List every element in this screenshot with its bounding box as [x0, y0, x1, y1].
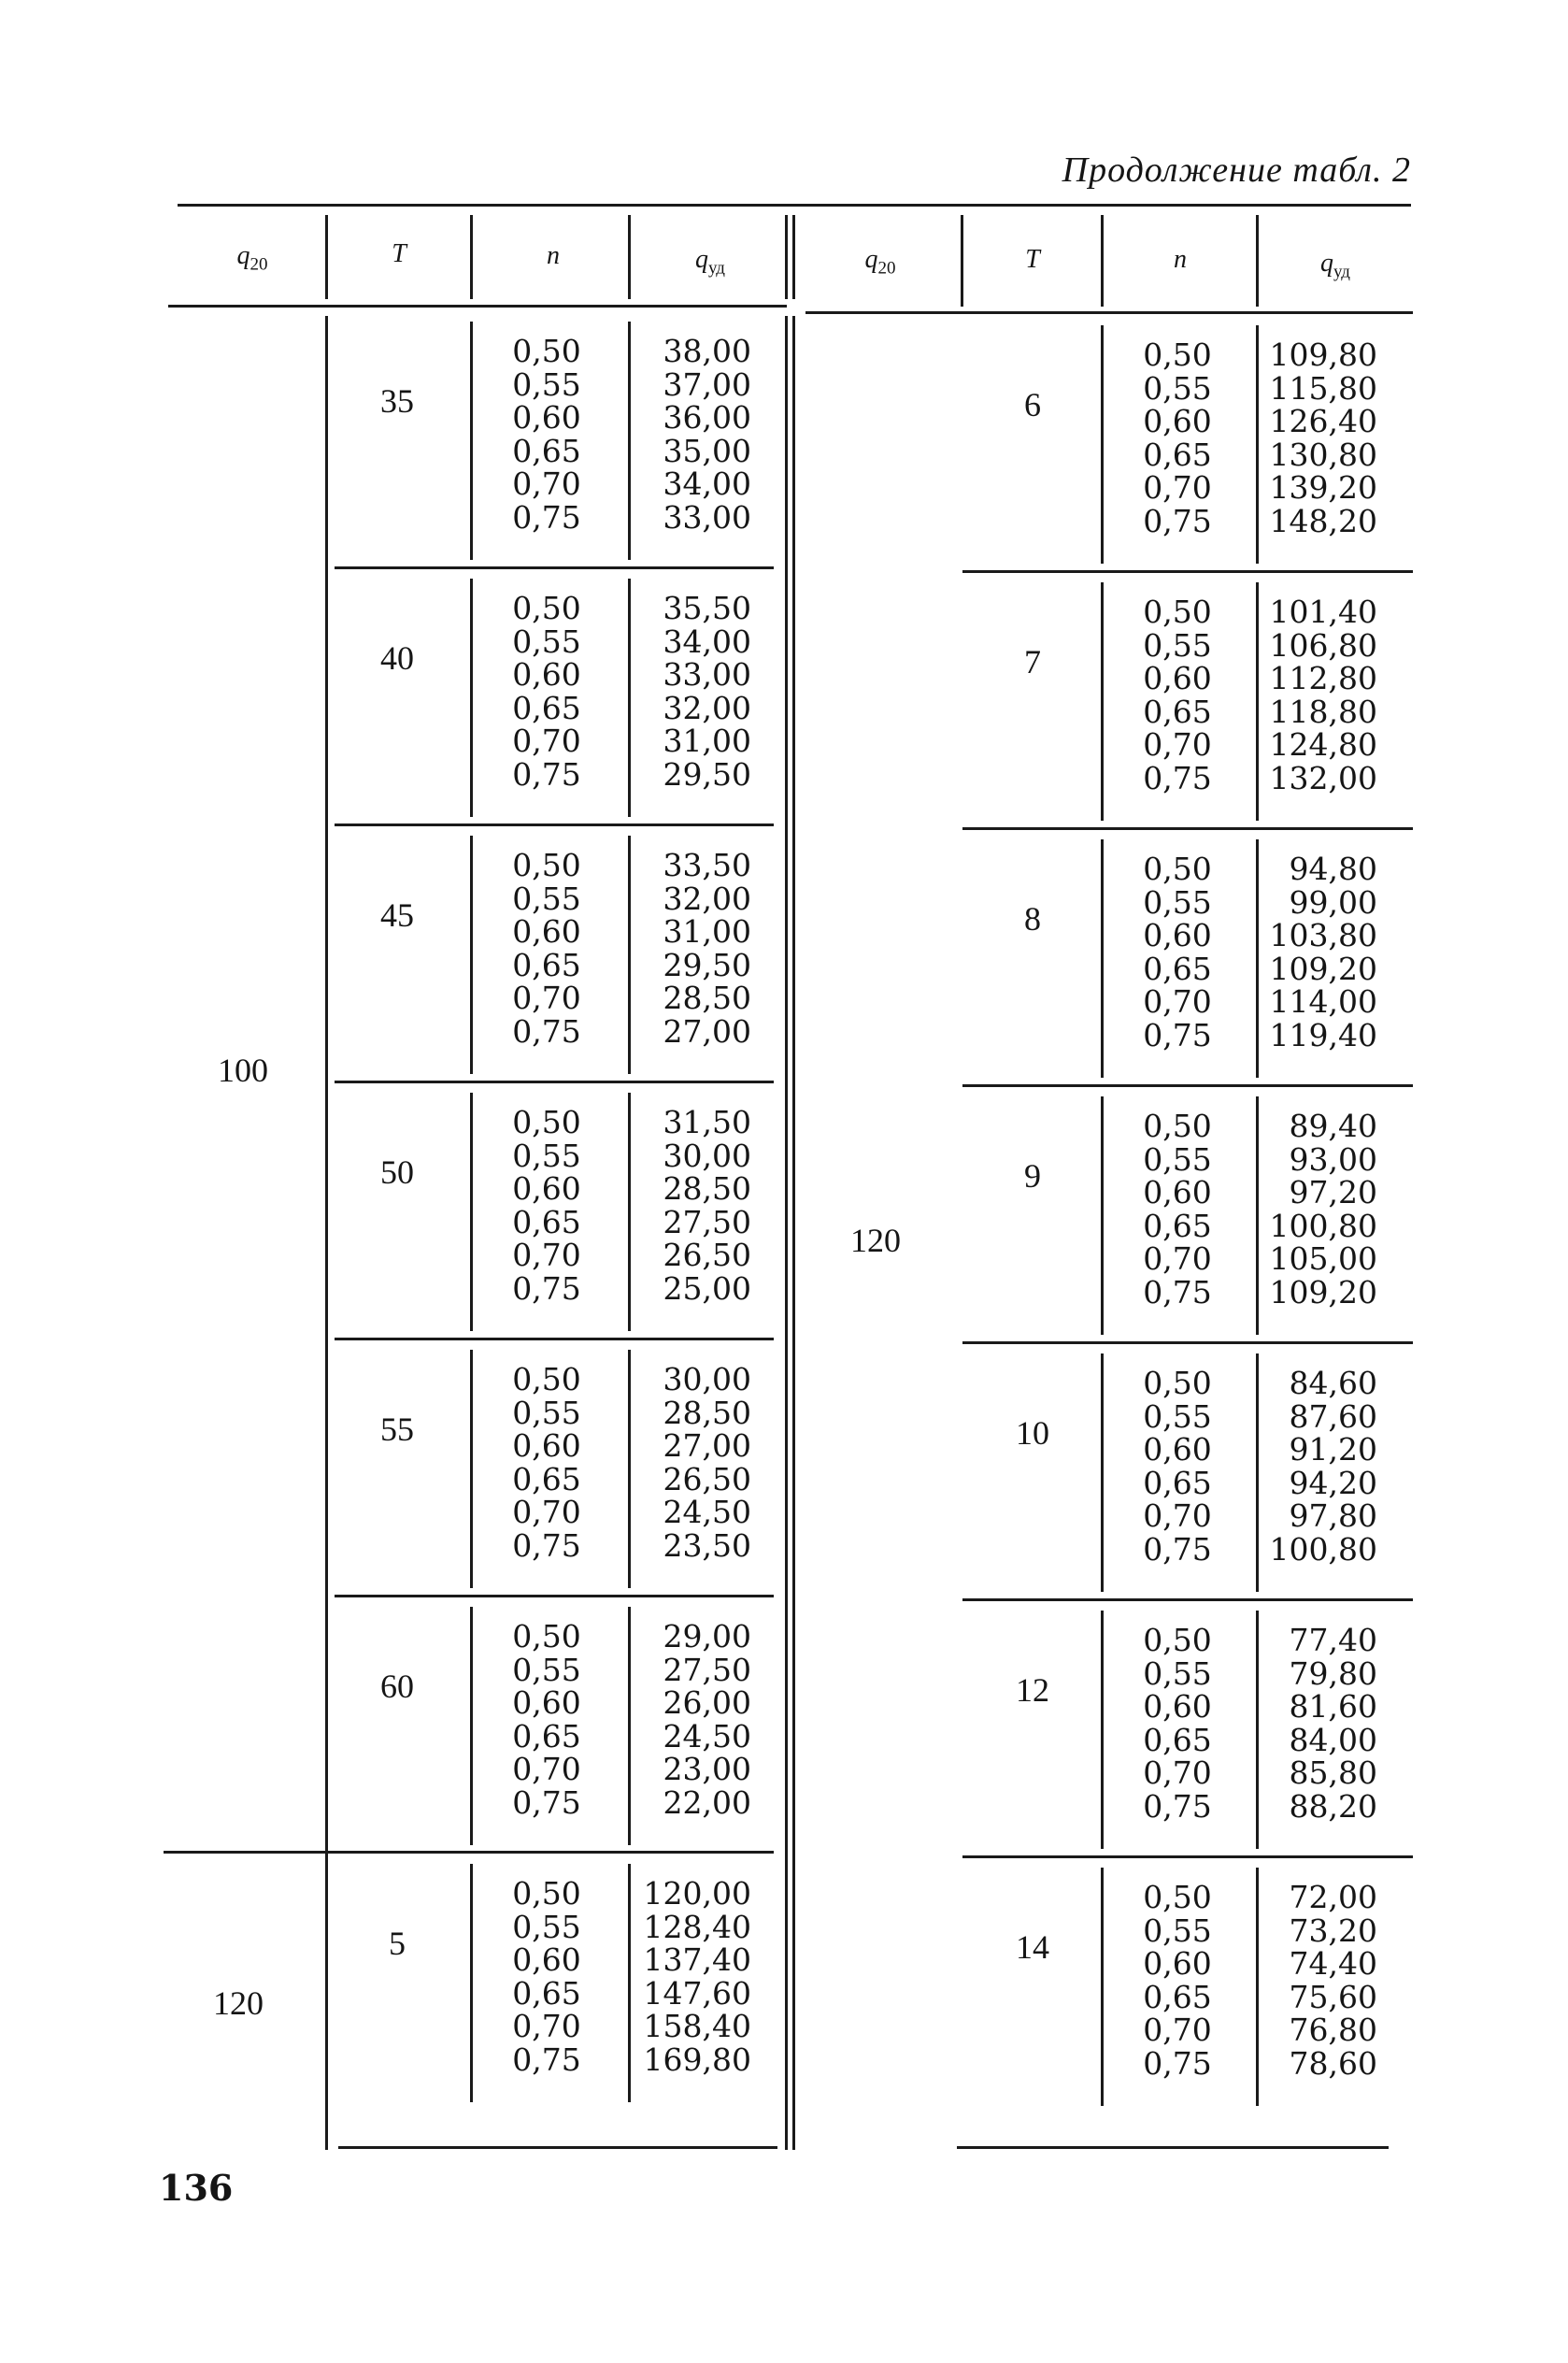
- header-q20-left: $q_{20}$: [236, 241, 268, 275]
- right-T-value: 9: [1024, 1157, 1041, 1195]
- header-bottom-rule-left: [168, 305, 787, 308]
- right-n-value: 0,60: [1143, 1174, 1212, 1210]
- right-n-value: 0,60: [1143, 1431, 1212, 1468]
- right-n-value: 0,55: [1143, 369, 1212, 407]
- right-n-value: 0,70: [1143, 983, 1212, 1020]
- left-n-column: [477, 1620, 617, 1819]
- right-n-value: 0,70: [1143, 469, 1212, 506]
- right-block-divider: [1101, 1353, 1104, 1592]
- left-block-divider: [628, 1607, 631, 1845]
- right-n-value: 0,65: [1143, 1207, 1212, 1244]
- left-block-divider: [470, 1350, 473, 1588]
- left-n-value: 0,70: [512, 723, 581, 759]
- right-qud-value: 114,00: [1269, 983, 1377, 1020]
- right-qud-value: 85,80: [1289, 1754, 1377, 1791]
- left-n-value: 0,75: [512, 1526, 581, 1564]
- left-qud-value: 137,40: [643, 1941, 751, 1978]
- left-n-column: [477, 592, 617, 791]
- left-n-column: [477, 1363, 617, 1562]
- left-qud-value: 35,50: [663, 590, 751, 626]
- left-n-value: 0,60: [512, 1170, 581, 1207]
- right-n-value: 0,70: [1143, 1240, 1212, 1277]
- right-block-divider: [1101, 1611, 1104, 1849]
- right-block-divider: [1256, 1096, 1259, 1335]
- column-divider-q20-left: [325, 316, 328, 2150]
- right-block-divider: [1101, 582, 1104, 821]
- left-n-column: [477, 1877, 617, 2076]
- left-qud-value: 27,00: [663, 1012, 751, 1050]
- left-block-separator: [335, 1081, 774, 1083]
- left-qud-value: 31,00: [663, 723, 751, 759]
- right-n-value: 0,60: [1143, 917, 1212, 953]
- left-n-value: 0,65: [512, 1203, 581, 1240]
- right-block-divider: [1256, 1611, 1259, 1849]
- right-qud-value: 72,00: [1289, 1879, 1377, 1915]
- left-qud-value: 27,50: [663, 1651, 751, 1688]
- left-qud-value: 26,50: [663, 1237, 751, 1273]
- right-block-divider: [1101, 1096, 1104, 1335]
- header-separator: [1256, 215, 1259, 307]
- left-block-divider: [470, 579, 473, 817]
- right-n-value: 0,75: [1143, 1016, 1212, 1053]
- right-T-value: 12: [1016, 1671, 1049, 1709]
- left-qud-value: 32,00: [663, 880, 751, 917]
- right-qud-value: 94,20: [1289, 1464, 1377, 1501]
- left-qud-value: 30,00: [663, 1137, 751, 1174]
- right-qud-value: 132,00: [1269, 759, 1377, 796]
- right-q20-value-120: 120: [850, 1222, 901, 1259]
- right-block-separator: [962, 827, 1413, 830]
- left-n-column: [477, 335, 617, 534]
- right-block-divider: [1101, 839, 1104, 1078]
- header-separator: [785, 215, 788, 299]
- right-n-value: 0,55: [1143, 883, 1212, 921]
- header-separator: [792, 215, 795, 299]
- right-qud-value: 105,00: [1269, 1240, 1377, 1277]
- header-qud-right: $q_{уд}$: [1320, 249, 1350, 282]
- left-qud-value: 128,40: [643, 1908, 751, 1945]
- left-qud-value: 26,00: [663, 1684, 751, 1721]
- left-block-divider: [470, 322, 473, 560]
- left-qud-value: 22,00: [663, 1783, 751, 1821]
- left-qud-value: 28,50: [663, 1394, 751, 1431]
- right-n-column: [1106, 1624, 1248, 1823]
- right-n-value: 0,75: [1143, 1273, 1212, 1310]
- left-qud-value: 33,00: [663, 498, 751, 536]
- right-n-value: 0,50: [1143, 594, 1212, 630]
- left-n-value: 0,75: [512, 755, 581, 793]
- right-block-divider: [1101, 325, 1104, 564]
- left-table-bottom-rule: [338, 2146, 777, 2149]
- right-n-value: 0,65: [1143, 1978, 1212, 2015]
- right-qud-value: 75,60: [1289, 1978, 1377, 2015]
- right-n-value: 0,65: [1143, 1721, 1212, 1758]
- right-n-value: 0,75: [1143, 502, 1212, 539]
- right-n-value: 0,75: [1143, 1530, 1212, 1568]
- left-qud-value: 30,00: [663, 1361, 751, 1397]
- left-n-value: 0,70: [512, 1237, 581, 1273]
- right-n-value: 0,65: [1143, 693, 1212, 730]
- left-n-value: 0,65: [512, 1460, 581, 1497]
- left-T-value: 45: [380, 896, 414, 934]
- left-T-value: 40: [380, 639, 414, 677]
- right-table-bottom-rule: [957, 2146, 1389, 2149]
- left-T-value: 35: [380, 382, 414, 420]
- right-qud-value: 112,80: [1269, 660, 1377, 696]
- right-qud-value: 109,80: [1269, 337, 1377, 373]
- right-qud-value: 101,40: [1269, 594, 1377, 630]
- left-block-divider: [628, 322, 631, 560]
- right-n-column: [1106, 595, 1248, 795]
- right-qud-column: [1262, 852, 1377, 1052]
- left-qud-value: 31,50: [663, 1104, 751, 1140]
- left-n-value: 0,60: [512, 913, 581, 950]
- right-T-value: 8: [1024, 900, 1041, 938]
- left-n-value: 0,65: [512, 946, 581, 983]
- right-block-separator: [962, 1598, 1413, 1601]
- right-block-separator: [962, 570, 1413, 573]
- right-n-value: 0,50: [1143, 1365, 1212, 1401]
- left-n-value: 0,65: [512, 689, 581, 726]
- header-T-right: T: [1025, 245, 1040, 274]
- left-n-column: [477, 1106, 617, 1305]
- right-block-separator: [962, 1084, 1413, 1087]
- right-n-value: 0,60: [1143, 1945, 1212, 1982]
- right-block-divider: [1256, 325, 1259, 564]
- left-block-divider: [628, 836, 631, 1074]
- left-n-value: 0,55: [512, 365, 581, 403]
- right-n-value: 0,50: [1143, 1622, 1212, 1658]
- left-n-value: 0,75: [512, 1783, 581, 1821]
- left-qud-value: 25,00: [663, 1269, 751, 1307]
- column-divider-middle: [792, 316, 795, 2150]
- right-n-value: 0,70: [1143, 1754, 1212, 1791]
- right-n-column: [1106, 1367, 1248, 1566]
- header-n-left: n: [547, 241, 560, 270]
- right-n-column: [1106, 1110, 1248, 1309]
- left-qud-value: 33,50: [663, 847, 751, 883]
- right-qud-column: [1262, 1624, 1377, 1823]
- header-separator: [961, 215, 963, 307]
- left-q20-value-100: 100: [218, 1052, 268, 1089]
- left-qud-column: [635, 335, 751, 534]
- left-T-value: 60: [380, 1668, 414, 1705]
- right-qud-column: [1262, 1881, 1377, 2080]
- right-qud-column: [1262, 338, 1377, 537]
- left-n-value: 0,60: [512, 656, 581, 693]
- right-n-column: [1106, 338, 1248, 537]
- left-qud-value: 34,00: [663, 465, 751, 502]
- right-qud-value: 74,40: [1289, 1945, 1377, 1982]
- left-n-value: 0,70: [512, 980, 581, 1016]
- left-group-separator: [164, 1851, 774, 1854]
- left-n-value: 0,55: [512, 1908, 581, 1945]
- right-qud-value: 93,00: [1289, 1140, 1377, 1178]
- right-qud-value: 87,60: [1289, 1397, 1377, 1435]
- right-qud-value: 99,00: [1289, 883, 1377, 921]
- right-T-value: 7: [1024, 643, 1041, 680]
- right-qud-value: 89,40: [1289, 1108, 1377, 1144]
- left-qud-value: 37,00: [663, 365, 751, 403]
- left-qud-value: 29,00: [663, 1618, 751, 1654]
- left-qud-value: 120,00: [643, 1875, 751, 1912]
- right-qud-value: 115,80: [1269, 369, 1377, 407]
- left-qud-value: 28,50: [663, 1170, 751, 1207]
- right-qud-value: 84,60: [1289, 1365, 1377, 1401]
- left-n-value: 0,75: [512, 1269, 581, 1307]
- right-n-value: 0,60: [1143, 660, 1212, 696]
- right-qud-value: 78,60: [1289, 2044, 1377, 2082]
- left-qud-value: 27,00: [663, 1427, 751, 1464]
- right-block-divider: [1256, 1353, 1259, 1592]
- page-number: 136: [159, 2167, 234, 2209]
- right-qud-value: 119,40: [1269, 1016, 1377, 1053]
- right-qud-value: 81,60: [1289, 1688, 1377, 1725]
- left-n-value: 0,65: [512, 1717, 581, 1754]
- right-qud-value: 94,80: [1289, 851, 1377, 887]
- right-qud-value: 84,00: [1289, 1721, 1377, 1758]
- right-qud-value: 118,80: [1269, 693, 1377, 730]
- right-block-divider: [1101, 1868, 1104, 2106]
- right-T-value: 14: [1016, 1928, 1049, 1966]
- left-n-value: 0,50: [512, 847, 581, 883]
- right-T-value: 6: [1024, 386, 1041, 423]
- left-n-value: 0,50: [512, 1104, 581, 1140]
- right-qud-value: 109,20: [1269, 1273, 1377, 1310]
- left-n-value: 0,60: [512, 1684, 581, 1721]
- left-qud-value: 24,50: [663, 1494, 751, 1530]
- right-n-value: 0,55: [1143, 1140, 1212, 1178]
- left-n-value: 0,70: [512, 2008, 581, 2044]
- right-qud-value: 88,20: [1289, 1787, 1377, 1825]
- left-n-value: 0,70: [512, 465, 581, 502]
- right-qud-column: [1262, 1110, 1377, 1309]
- right-n-value: 0,50: [1143, 851, 1212, 887]
- left-n-value: 0,60: [512, 1427, 581, 1464]
- right-n-value: 0,70: [1143, 2012, 1212, 2048]
- left-qud-value: 169,80: [643, 2041, 751, 2078]
- right-n-value: 0,70: [1143, 726, 1212, 763]
- right-n-value: 0,50: [1143, 337, 1212, 373]
- left-n-value: 0,55: [512, 623, 581, 660]
- right-qud-value: 148,20: [1269, 502, 1377, 539]
- right-qud-value: 126,40: [1269, 403, 1377, 439]
- left-qud-value: 147,60: [643, 1974, 751, 2012]
- right-qud-value: 91,20: [1289, 1431, 1377, 1468]
- left-qud-value: 36,00: [663, 399, 751, 436]
- right-qud-value: 109,20: [1269, 950, 1377, 987]
- right-qud-value: 76,80: [1289, 2012, 1377, 2048]
- header-qud-left: $q_{уд}$: [695, 245, 725, 279]
- right-n-value: 0,60: [1143, 403, 1212, 439]
- right-block-divider: [1256, 582, 1259, 821]
- left-n-value: 0,75: [512, 1012, 581, 1050]
- left-qud-column: [635, 1877, 751, 2076]
- left-qud-value: 35,00: [663, 432, 751, 469]
- header-separator: [628, 215, 631, 299]
- left-block-separator: [335, 1595, 774, 1597]
- left-block-divider: [628, 1864, 631, 2102]
- left-n-value: 0,75: [512, 2041, 581, 2078]
- left-n-column: [477, 849, 617, 1048]
- right-qud-value: 106,80: [1269, 626, 1377, 664]
- left-block-divider: [628, 579, 631, 817]
- left-n-value: 0,70: [512, 1494, 581, 1530]
- right-n-value: 0,65: [1143, 1464, 1212, 1501]
- table-top-rule: [178, 204, 1411, 207]
- left-qud-value: 32,00: [663, 689, 751, 726]
- right-qud-column: [1262, 1367, 1377, 1566]
- right-block-divider: [1256, 839, 1259, 1078]
- left-block-separator: [335, 1338, 774, 1340]
- right-qud-value: 77,40: [1289, 1622, 1377, 1658]
- left-qud-value: 28,50: [663, 980, 751, 1016]
- header-q20-right: $q_{20}$: [864, 245, 896, 279]
- left-n-value: 0,70: [512, 1751, 581, 1787]
- header-separator: [325, 215, 328, 299]
- right-qud-value: 73,20: [1289, 1912, 1377, 1949]
- right-n-value: 0,65: [1143, 436, 1212, 473]
- right-block-separator: [962, 1341, 1413, 1344]
- left-block-divider: [470, 1607, 473, 1845]
- right-n-value: 0,75: [1143, 759, 1212, 796]
- left-qud-value: 31,00: [663, 913, 751, 950]
- left-qud-value: 24,50: [663, 1717, 751, 1754]
- right-n-column: [1106, 1881, 1248, 2080]
- left-qud-column: [635, 849, 751, 1048]
- left-qud-value: 33,00: [663, 656, 751, 693]
- left-n-value: 0,55: [512, 1137, 581, 1174]
- right-block-separator: [962, 1855, 1413, 1858]
- left-n-value: 0,55: [512, 1651, 581, 1688]
- left-n-value: 0,50: [512, 1875, 581, 1912]
- left-qud-column: [635, 1106, 751, 1305]
- left-block-divider: [470, 1093, 473, 1331]
- left-qud-value: 26,50: [663, 1460, 751, 1497]
- header-separator: [1101, 215, 1104, 307]
- right-n-value: 0,50: [1143, 1879, 1212, 1915]
- right-n-value: 0,55: [1143, 1397, 1212, 1435]
- left-n-value: 0,60: [512, 399, 581, 436]
- right-n-column: [1106, 852, 1248, 1052]
- left-block-divider: [470, 836, 473, 1074]
- left-q20-value-120: 120: [213, 1984, 264, 2022]
- right-qud-value: 100,80: [1269, 1207, 1377, 1244]
- header-T-left: T: [392, 239, 406, 268]
- right-qud-value: 103,80: [1269, 917, 1377, 953]
- left-qud-column: [635, 592, 751, 791]
- left-n-value: 0,60: [512, 1941, 581, 1978]
- left-n-value: 0,65: [512, 432, 581, 469]
- left-block-divider: [628, 1093, 631, 1331]
- right-n-value: 0,55: [1143, 1654, 1212, 1692]
- left-n-value: 0,50: [512, 1361, 581, 1397]
- table-continuation-caption: Продолжение табл. 2: [1062, 150, 1411, 190]
- right-n-value: 0,75: [1143, 1787, 1212, 1825]
- right-n-value: 0,60: [1143, 1688, 1212, 1725]
- right-block-divider: [1256, 1868, 1259, 2106]
- left-block-separator: [335, 823, 774, 826]
- left-n-value: 0,75: [512, 498, 581, 536]
- left-n-value: 0,50: [512, 590, 581, 626]
- left-T-value: 55: [380, 1411, 414, 1448]
- left-T-value: 50: [380, 1153, 414, 1191]
- left-block-divider: [628, 1350, 631, 1588]
- left-qud-value: 23,50: [663, 1526, 751, 1564]
- left-n-value: 0,50: [512, 1618, 581, 1654]
- right-n-value: 0,75: [1143, 2044, 1212, 2082]
- right-qud-column: [1262, 595, 1377, 795]
- left-qud-value: 23,00: [663, 1751, 751, 1787]
- right-qud-value: 139,20: [1269, 469, 1377, 506]
- right-n-value: 0,65: [1143, 950, 1212, 987]
- right-qud-value: 100,80: [1269, 1530, 1377, 1568]
- right-qud-value: 97,20: [1289, 1174, 1377, 1210]
- right-qud-value: 124,80: [1269, 726, 1377, 763]
- left-qud-column: [635, 1620, 751, 1819]
- left-qud-value: 38,00: [663, 333, 751, 369]
- left-n-value: 0,55: [512, 1394, 581, 1431]
- left-n-value: 0,65: [512, 1974, 581, 2012]
- right-qud-value: 97,80: [1289, 1497, 1377, 1534]
- column-divider-middle: [785, 316, 788, 2150]
- left-qud-value: 158,40: [643, 2008, 751, 2044]
- left-qud-value: 34,00: [663, 623, 751, 660]
- header-separator: [470, 215, 473, 299]
- left-qud-column: [635, 1363, 751, 1562]
- right-n-value: 0,55: [1143, 626, 1212, 664]
- right-n-value: 0,70: [1143, 1497, 1212, 1534]
- header-n-right: n: [1174, 245, 1187, 274]
- left-T-value: 5: [389, 1925, 406, 1962]
- header-bottom-rule-right: [805, 311, 1413, 314]
- left-qud-value: 29,50: [663, 755, 751, 793]
- left-block-divider: [470, 1864, 473, 2102]
- left-block-separator: [335, 566, 774, 569]
- right-qud-value: 79,80: [1289, 1654, 1377, 1692]
- left-n-value: 0,55: [512, 880, 581, 917]
- left-qud-value: 27,50: [663, 1203, 751, 1240]
- left-n-value: 0,50: [512, 333, 581, 369]
- right-n-value: 0,55: [1143, 1912, 1212, 1949]
- left-qud-value: 29,50: [663, 946, 751, 983]
- right-qud-value: 130,80: [1269, 436, 1377, 473]
- right-T-value: 10: [1016, 1414, 1049, 1452]
- right-n-value: 0,50: [1143, 1108, 1212, 1144]
